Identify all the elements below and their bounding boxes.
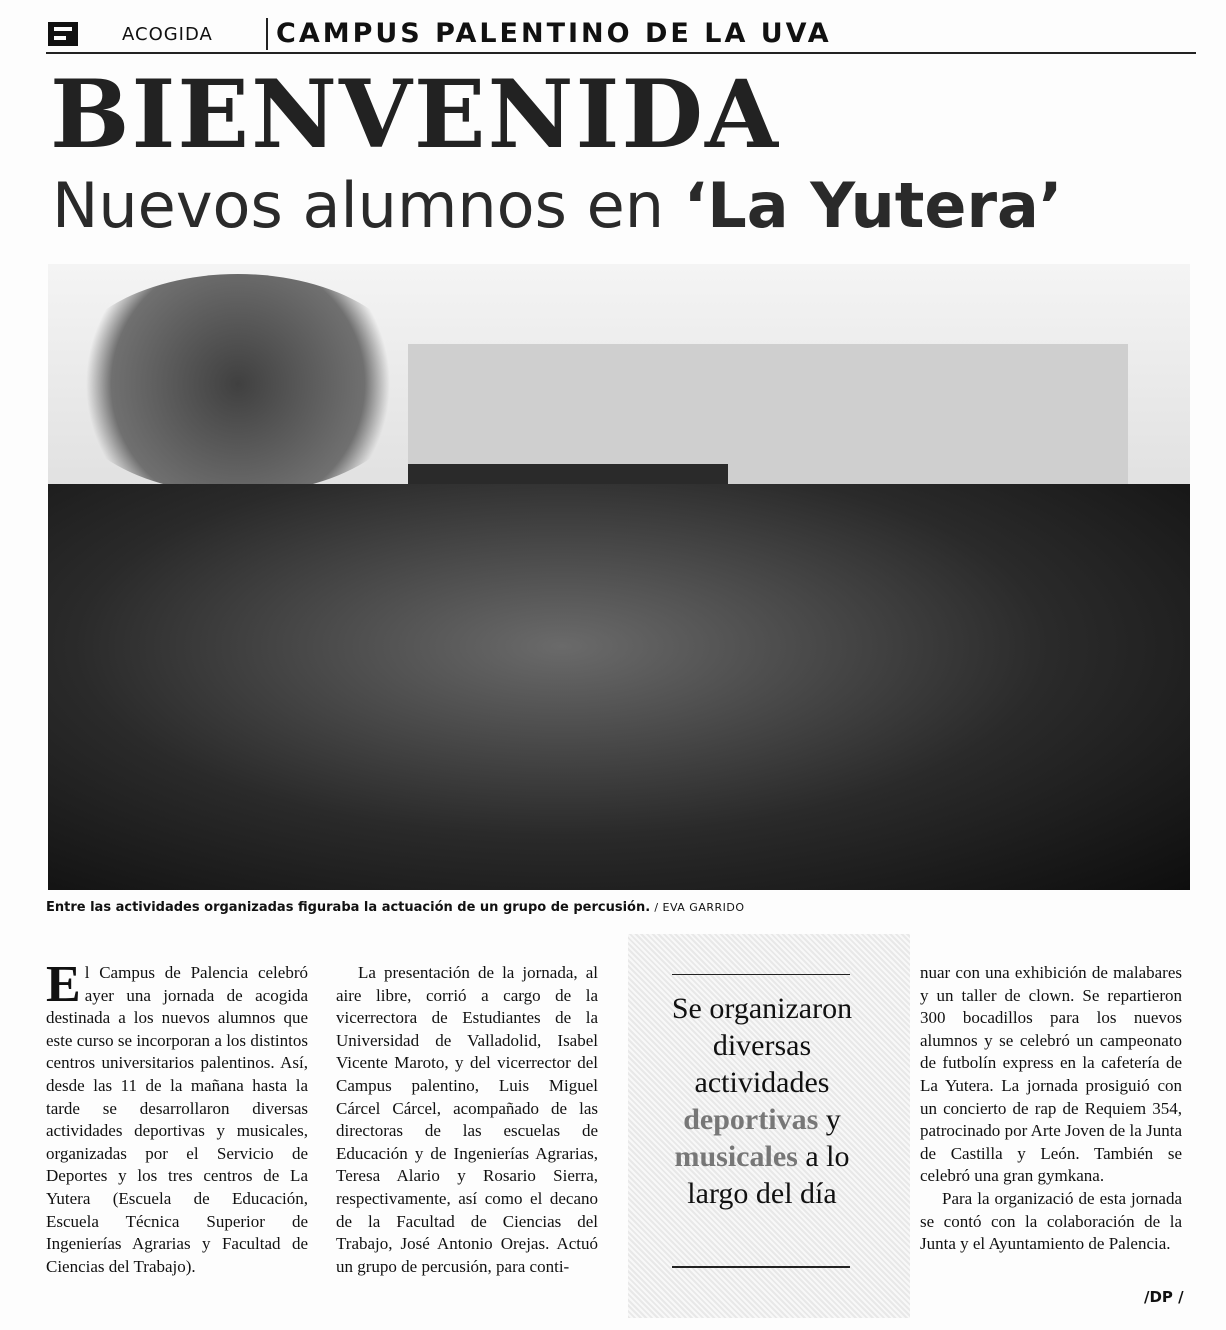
news-photo — [48, 264, 1190, 890]
pullquote-rule-bottom — [672, 1266, 850, 1268]
article-column-4 — [920, 962, 1182, 1256]
pullquote-rule-top — [672, 974, 850, 975]
photo-tree — [58, 274, 418, 494]
pullquote-part-2: y — [818, 1103, 841, 1136]
pullquote — [648, 990, 876, 1212]
column-2-text: La presentación de la jornada, al aire libre, corrió a cargo de la vicerrectora de Estudiantes de la Universidad de Valladolid, Isabel Vicente Maroto, y del vicerrector del Campus palentino, Luis Miguel Cárcel Cárcel, acompañado de las directoras de las escuelas de Educación y de Ingenierías Agrarias, Teresa Alario y Rosario Sierra, respectivamente, así como el decano de la Facultad de Ciencias del Trabajo, José Antonio Orejas. Actuó un grupo de percusión, para conti- — [336, 963, 598, 1276]
pullquote-highlight-1: deportivas — [683, 1103, 819, 1136]
subheadline — [52, 169, 1063, 242]
column-1-text: l Campus de Palencia celebró ayer una jornada de acogida destinada a los nuevos alumnos que este curso se incorporan a los distintos centros universitarios palentinos. Así, desde las 11 de la mañana hasta la tarde se desarrollaron diversas actividades deportivas y musicales, organizadas por el Servicio de Deportes y los tres centros de La Yutera (Escuela de Educación, Escuela Técnica Superior de Ingenierías Agrarias y Facultad de Ciencias del Trabajo). — [46, 963, 308, 1276]
drop-cap: E — [46, 956, 81, 1013]
pullquote-part-3: a lo largo del día — [687, 1140, 850, 1210]
headline: BIENVENIDA — [50, 60, 780, 170]
pullquote-highlight-2: musicales — [674, 1140, 798, 1173]
pullquote-part-1: Se organizaron diversas actividades — [671, 992, 853, 1099]
photo-crowd — [48, 484, 1190, 890]
column-4-text-2: Para la organizació de esta jornada se contó con la colaboración de la Junta y el Ayuntamiento de Palencia. — [920, 1188, 1182, 1254]
section-header — [46, 18, 1196, 54]
subhead-quoted: ‘La Yutera’ — [683, 169, 1063, 242]
square-logo-icon — [48, 22, 78, 46]
subhead-prefix: Nuevos alumnos en — [52, 169, 684, 242]
caption-text: Entre las actividades organizadas figuraba la actuación de un grupo de percusión. — [46, 900, 651, 915]
section-label: ACOGIDA — [122, 24, 213, 45]
byline-signoff: /DP / — [1144, 1288, 1184, 1306]
kicker-title: CAMPUS PALENTINO DE LA UVA — [276, 18, 832, 49]
article-column-1 — [46, 956, 308, 1278]
photo-caption — [46, 900, 745, 915]
photo-credit: / EVA GARRIDO — [654, 901, 745, 914]
article-column-2 — [336, 962, 598, 1278]
column-4-text-1: nuar con una exhibición de malabares y un taller de clown. Se repartieron 300 bocadillos para los nuevos alumnos y se celebró un campeonato de futbolín express en la cafetería de La Yutera. La jornada prosiguió con un concierto de rap de Requiem 354, patrocinado por Arte Joven de la Junta de Castilla y León. También se celebró una gran gymkana. — [920, 963, 1182, 1186]
photo-stage — [408, 464, 728, 484]
header-divider — [266, 18, 268, 50]
